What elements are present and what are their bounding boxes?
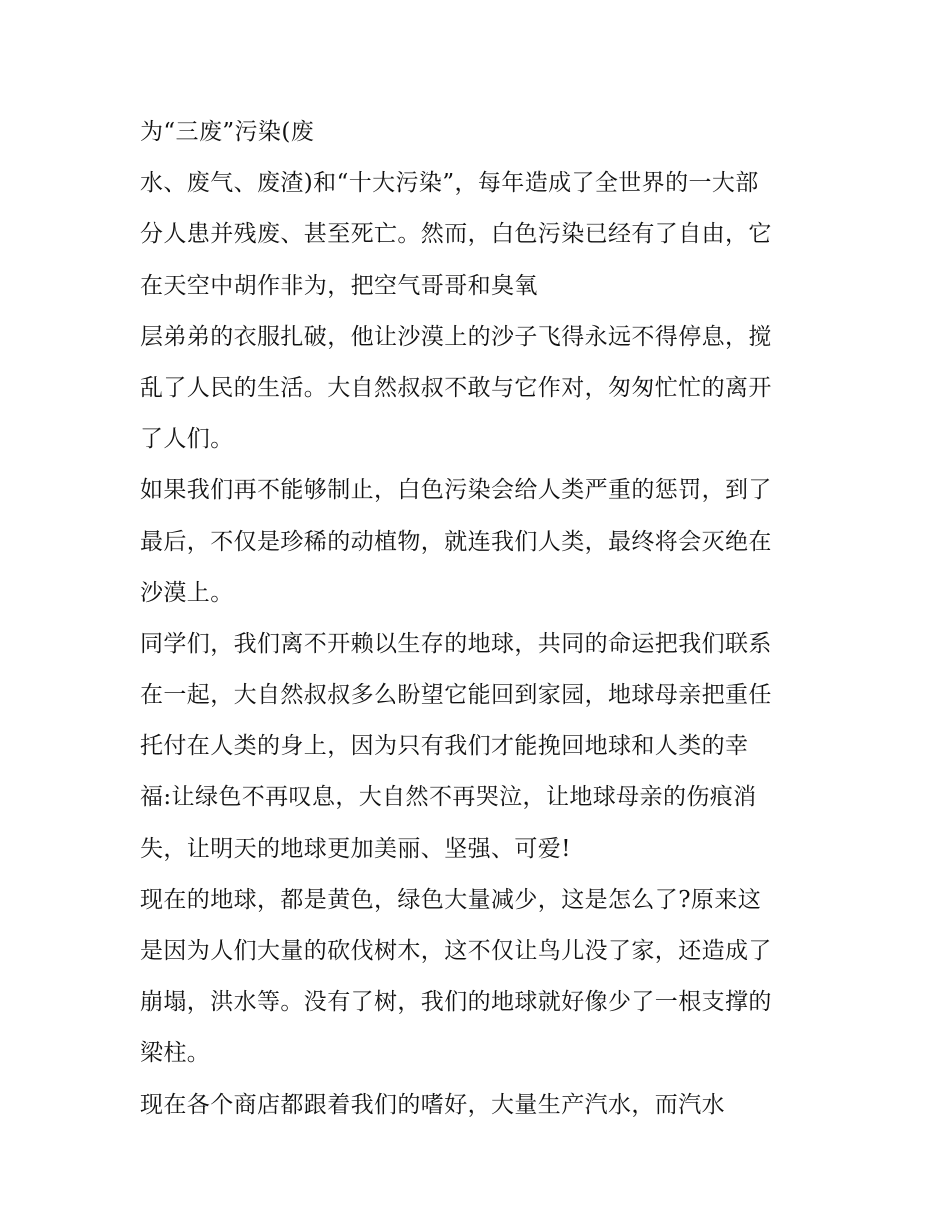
text-line: 梁柱。 bbox=[140, 1040, 211, 1067]
text-line: 现在各个商店都跟着我们的嗜好，大量生产汽水，而汽水 bbox=[140, 1091, 725, 1118]
text-line: 沙漠上。 bbox=[140, 579, 234, 606]
text-line: 水、废气、废渣)和“十大污染”，每年造成了全世界的一大部 bbox=[140, 170, 759, 197]
text-line: 分人患并残废、甚至死亡。然而，白色污染已经有了自由，它 bbox=[140, 221, 772, 248]
text-line: 在一起，大自然叔叔多么盼望它能回到家园，地球母亲把重任 bbox=[140, 682, 772, 709]
text-line: 失，让明天的地球更加美丽、坚强、可爱! bbox=[140, 835, 571, 862]
text-line: 了人们。 bbox=[140, 426, 234, 453]
text-line: 层弟弟的衣服扎破，他让沙漠上的沙子飞得永远不得停息，搅 bbox=[140, 323, 772, 350]
body-text bbox=[140, 107, 820, 1131]
text-line: 最后，不仅是珍稀的动植物，就连我们人类，最终将会灭绝在 bbox=[140, 528, 772, 555]
text-line: 在天空中胡作非为，把空气哥哥和臭氧 bbox=[140, 272, 538, 299]
text-line: 托付在人类的身上，因为只有我们才能挽回地球和人类的幸 bbox=[140, 733, 749, 760]
text-line: 是因为人们大量的砍伐树木，这不仅让鸟儿没了家，还造成了 bbox=[140, 938, 772, 964]
text-line: 为“三废”污染(废 bbox=[140, 119, 315, 145]
text-line: 如果我们再不能够制止，白色污染会给人类严重的惩罚，到了 bbox=[140, 477, 772, 504]
text-line: 崩塌，洪水等。没有了树，我们的地球就好像少了一根支撑的 bbox=[140, 989, 772, 1016]
text-line: 现在的地球，都是黄色，绿色大量减少，这是怎么了?原来这 bbox=[140, 886, 762, 913]
text-line: 同学们，我们离不开赖以生存的地球，共同的命运把我们联系 bbox=[140, 630, 772, 657]
text-line: 乱了人民的生活。大自然叔叔不敢与它作对，匆匆忙忙的离开 bbox=[140, 374, 772, 401]
text-line: 福:让绿色不再叹息，大自然不再哭泣，让地球母亲的伤痕消 bbox=[140, 784, 757, 811]
